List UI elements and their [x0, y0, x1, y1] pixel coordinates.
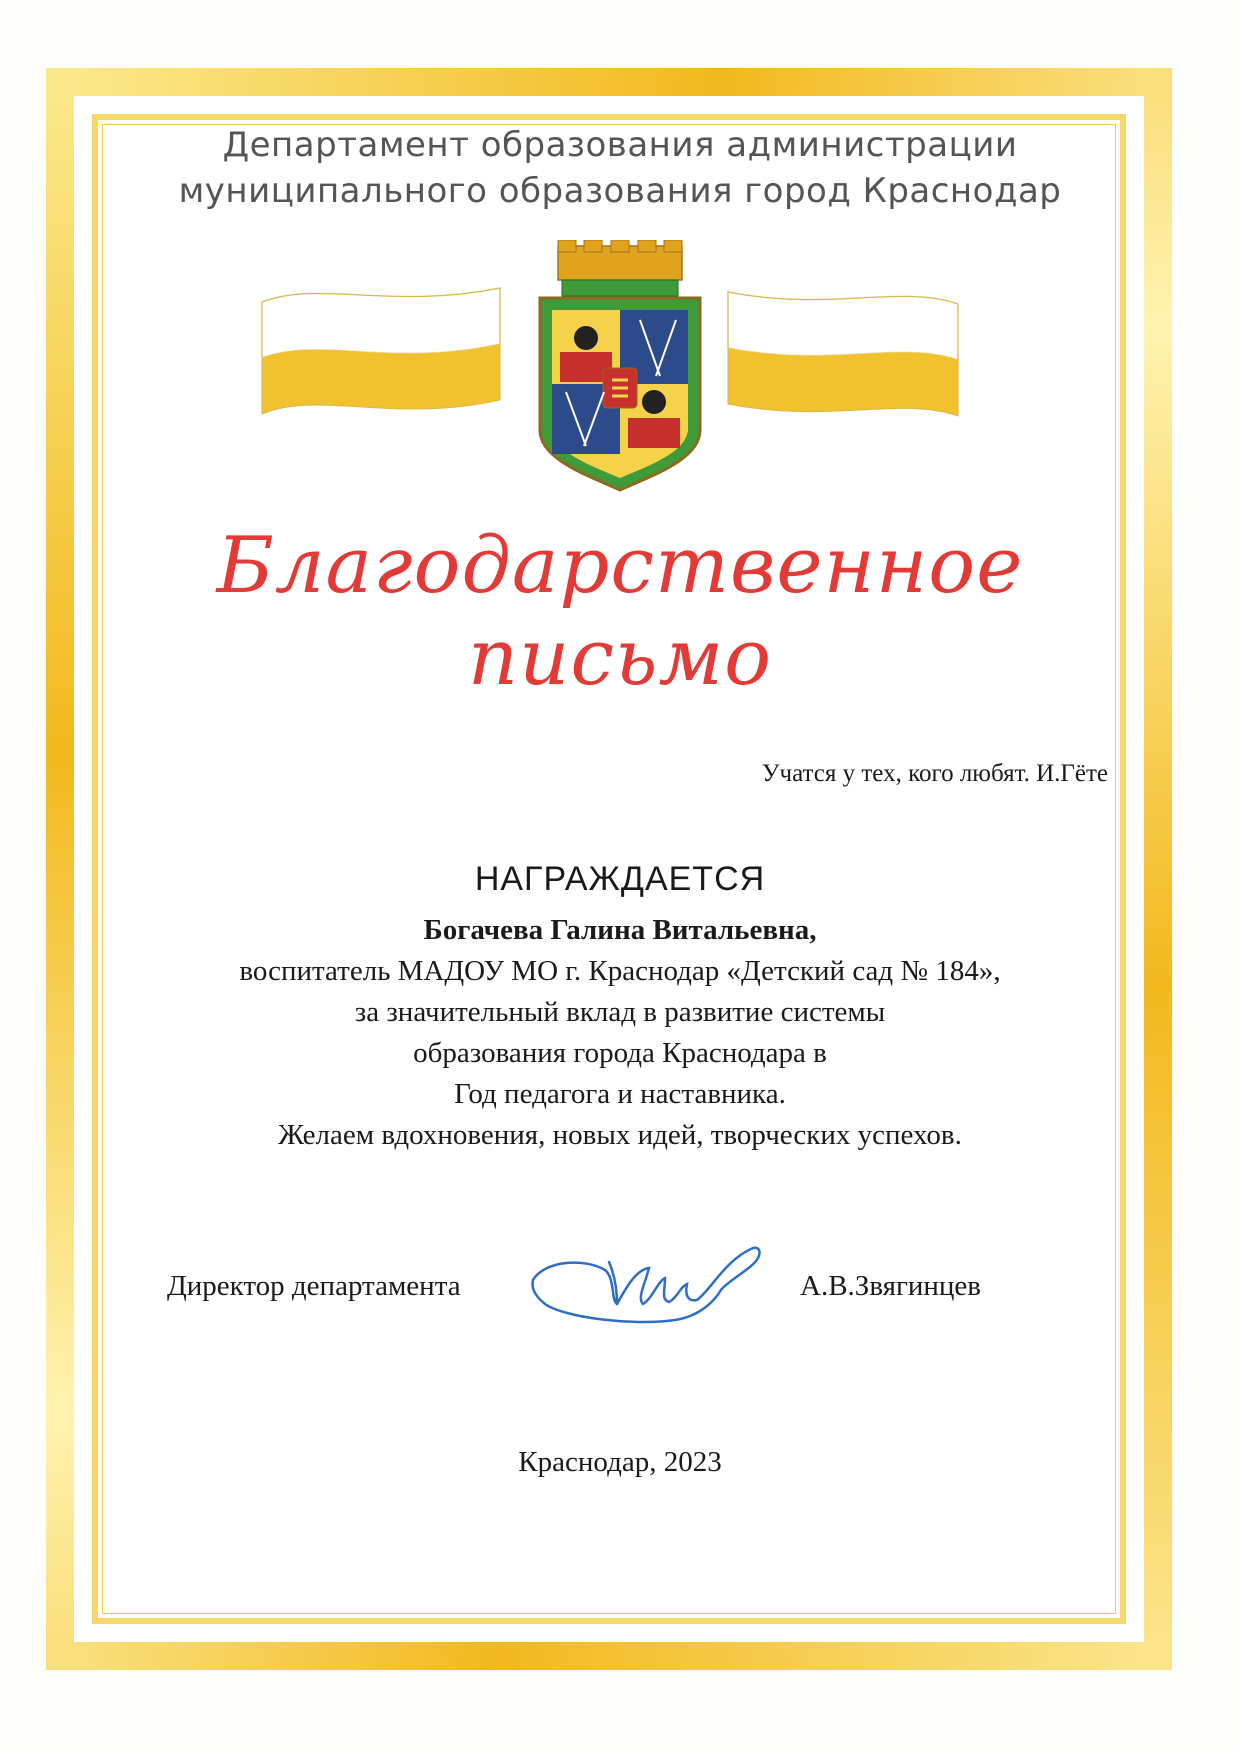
header-line-2: муниципального образования город Краснодар	[178, 171, 1062, 211]
title-line-1: Благодарственное	[216, 521, 1024, 611]
department-header	[0, 122, 1240, 214]
emblem-area	[0, 240, 1240, 500]
crown-icon	[558, 240, 682, 296]
reason-line-2: образования города Краснодара в	[413, 1037, 827, 1069]
reason-line-4: Желаем вдохновения, новых идей, творческих успехов.	[278, 1119, 962, 1151]
signature-row	[0, 1270, 1240, 1330]
place-and-date: Краснодар, 2023	[518, 1446, 722, 1478]
header-line-1: Департамент образования администрации	[222, 125, 1018, 165]
reason-line-3: Год педагога и наставника.	[454, 1078, 786, 1110]
recipient-block	[0, 910, 1240, 1156]
epigraph: Учатся у тех, кого любят. И.Гёте	[761, 760, 1108, 787]
handwritten-signature-icon	[525, 1240, 785, 1330]
right-flag-icon	[728, 292, 958, 416]
recipient-position: воспитатель МАДОУ МО г. Краснодар «Детский сад № 184»,	[239, 955, 1001, 987]
emblem-graphic	[0, 240, 1240, 500]
left-flag-icon	[262, 288, 500, 414]
title-line-2: письмо	[467, 613, 773, 703]
reason-line-1: за значительный вклад в развитие системы	[354, 996, 886, 1028]
krasnodar-coat-of-arms-icon	[540, 298, 700, 490]
signatory-name: А.В.Звягинцев	[800, 1270, 981, 1302]
awarded-label: НАГРАЖДАЕТСЯ	[474, 860, 766, 898]
certificate-title	[0, 520, 1240, 704]
recipient-name: Богачева Галина Витальевна,	[423, 914, 817, 946]
signatory-title: Директор департамента	[167, 1270, 461, 1302]
